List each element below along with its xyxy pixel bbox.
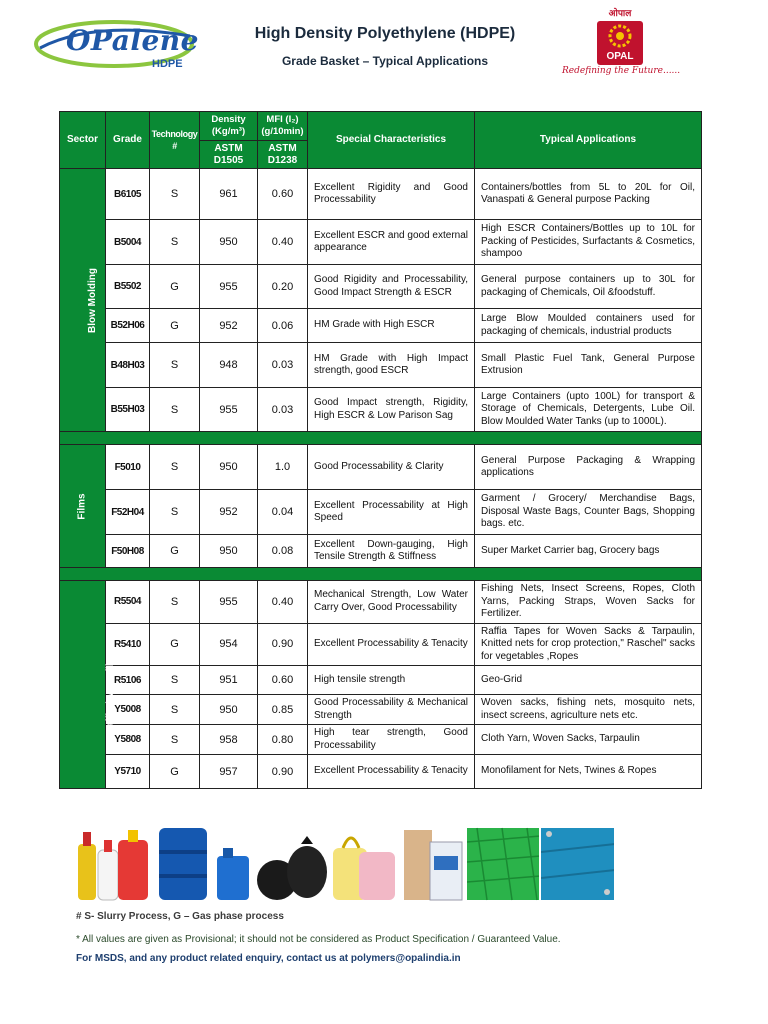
page-title: High Density Polyethylene (HDPE): [254, 25, 516, 42]
mfi-cell: 0.04: [258, 490, 308, 535]
mfi-cell: 0.60: [258, 666, 308, 695]
applications-cell: High ESCR Containers/Bottles up to 10L for Packing of Pesticides, Surfactants & Cosmetics, shampoo: [475, 220, 702, 265]
technology-cell: S: [150, 581, 200, 624]
sector-separator: [60, 432, 702, 445]
technology-cell: S: [150, 169, 200, 220]
grade-cell: B52H06: [106, 309, 150, 343]
grade-cell: Y5710: [106, 755, 150, 789]
density-cell: 948: [200, 343, 258, 388]
applications-cell: Fishing Nets, Insect Screens, Ropes, Cloth Yarns, Packing Straps, Woven Sacks for Fertilizer.: [475, 581, 702, 624]
density-cell: 950: [200, 535, 258, 568]
garbage-bags-image: [255, 822, 328, 904]
density-cell: 961: [200, 169, 258, 220]
density-cell: 954: [200, 623, 258, 666]
mfi-cell: 0.03: [258, 343, 308, 388]
special-characteristics-cell: Excellent ESCR and good external appearance: [308, 220, 475, 265]
carrier-bags-image: [329, 822, 398, 904]
header-density: Density (Kg/m³): [200, 112, 258, 141]
applications-cell: Large Blow Moulded containers used for packaging of chemicals, industrial products: [475, 309, 702, 343]
special-characteristics-cell: HM Grade with High Impact strength, good ESCR: [308, 343, 475, 388]
table-row: [60, 535, 702, 568]
grade-cell: F5010: [106, 445, 150, 490]
grade-cell: R5106: [106, 666, 150, 695]
gear-icon: [597, 21, 643, 51]
mfi-cell: 0.08: [258, 535, 308, 568]
woven-sacks-image: [400, 822, 465, 904]
page-subtitle: Grade Basket – Typical Applications: [281, 54, 489, 68]
applications-cell: Super Market Carrier bag, Grocery bags: [475, 535, 702, 568]
sector-label: Blow Molding: [87, 267, 98, 333]
technology-cell: S: [150, 388, 200, 432]
density-cell: 952: [200, 490, 258, 535]
table-row: [60, 755, 702, 789]
header-applications: Typical Applications: [475, 112, 702, 169]
opal-tagline: Redefining the Future......: [562, 66, 681, 76]
opalene-logo: [34, 14, 199, 72]
applications-cell: Cloth Yarn, Woven Sacks, Tarpaulin: [475, 725, 702, 755]
grade-cell: B55H03: [106, 388, 150, 432]
special-characteristics-cell: Excellent Processability & Tenacity: [308, 755, 475, 789]
mfi-cell: 0.20: [258, 265, 308, 309]
table-row: [60, 623, 702, 666]
table-row: [60, 343, 702, 388]
grade-cell: B5502: [106, 265, 150, 309]
grade-cell: B6105: [106, 169, 150, 220]
jerrycan-image: [213, 822, 252, 904]
table-row: [60, 666, 702, 695]
technology-cell: G: [150, 755, 200, 789]
header-technology: Technology #: [150, 112, 200, 169]
process-note: # S- Slurry Process, G – Gas phase process: [76, 911, 284, 922]
mfi-cell: 0.90: [258, 623, 308, 666]
header-mfi: MFI (I₂) (g/10min): [258, 112, 308, 141]
table-row: [60, 265, 702, 309]
density-cell: 950: [200, 695, 258, 725]
mfi-cell: 0.40: [258, 581, 308, 624]
sector-separator: [60, 568, 702, 581]
special-characteristics-cell: High tensile strength: [308, 666, 475, 695]
opal-badge: [597, 21, 643, 65]
drum-image: [153, 822, 212, 904]
mfi-cell: 0.80: [258, 725, 308, 755]
grade-cell: R5410: [106, 623, 150, 666]
header-special: Special Characteristics: [308, 112, 475, 169]
special-characteristics-cell: Good Rigidity and Processability, Good Impact Strength & ESCR: [308, 265, 475, 309]
density-cell: 955: [200, 265, 258, 309]
technology-cell: G: [150, 623, 200, 666]
special-characteristics-cell: Excellent Processability at High Speed: [308, 490, 475, 535]
sector-cell: [60, 581, 117, 789]
table-row: [60, 169, 702, 220]
applications-cell: Garment / Grocery/ Merchandise Bags, Disposal Waste Bags, Counter Bags, Shopping bags. etc.: [475, 490, 702, 535]
mfi-cell: 0.40: [258, 220, 308, 265]
sector-cell: [60, 445, 106, 568]
technology-cell: S: [150, 445, 200, 490]
sector-cell: [60, 169, 106, 432]
grade-cell: B5004: [106, 220, 150, 265]
grade-table: [59, 111, 702, 789]
technology-cell: S: [150, 490, 200, 535]
table-row: [60, 581, 702, 624]
grade-cell: Y5008: [106, 695, 150, 725]
technology-cell: S: [150, 220, 200, 265]
table-row: [60, 309, 702, 343]
mfi-cell: 0.06: [258, 309, 308, 343]
applications-cell: Containers/bottles from 5L to 20L for Oil, Vanaspati & General purpose Packing: [475, 169, 702, 220]
grade-cell: F52H04: [106, 490, 150, 535]
mfi-cell: 0.90: [258, 755, 308, 789]
technology-cell: G: [150, 309, 200, 343]
product-images: [74, 822, 614, 904]
table-row: [60, 490, 702, 535]
density-cell: 957: [200, 755, 258, 789]
applications-cell: Geo-Grid: [475, 666, 702, 695]
density-cell: 950: [200, 220, 258, 265]
special-characteristics-cell: Excellent Processability & Tenacity: [308, 623, 475, 666]
table-row: [60, 220, 702, 265]
technology-cell: S: [150, 666, 200, 695]
applications-cell: General Purpose Packaging & Wrapping applications: [475, 445, 702, 490]
header-grade: Grade: [106, 112, 150, 169]
sector-label: Films: [77, 492, 88, 520]
table-row: [60, 695, 702, 725]
applications-cell: Woven sacks, fishing nets, mosquito nets, insect screens, agriculture nets etc.: [475, 695, 702, 725]
grade-cell: F50H08: [106, 535, 150, 568]
applications-cell: Monofilament for Nets, Twines & Ropes: [475, 755, 702, 789]
mfi-cell: 0.03: [258, 388, 308, 432]
sector-label: Raffia / Monofilament: [105, 633, 117, 736]
technology-cell: S: [150, 343, 200, 388]
technology-cell: G: [150, 535, 200, 568]
opal-hindi-text: ओपाल: [608, 8, 632, 18]
special-characteristics-cell: Good Processability & Mechanical Strength: [308, 695, 475, 725]
table-body: [60, 169, 702, 789]
header-density-astm: ASTM D1505: [200, 141, 258, 169]
special-characteristics-cell: Excellent Down-gauging, High Tensile Strength & Stiffness: [308, 535, 475, 568]
special-characteristics-cell: High tear strength, Good Processability: [308, 725, 475, 755]
bottles-image: [74, 822, 151, 904]
table-row: [60, 725, 702, 755]
density-cell: 952: [200, 309, 258, 343]
technology-cell: S: [150, 695, 200, 725]
table-header: [60, 112, 702, 169]
tarpaulin-image: [541, 822, 614, 904]
technology-cell: S: [150, 725, 200, 755]
logo-sub: HDPE: [152, 58, 183, 70]
applications-cell: Large Containers (upto 100L) for transport & Storage of Chemicals, Detergents, Lube Oil. Blow Moulded Water Tanks (up to 1000L).: [475, 388, 702, 432]
special-characteristics-cell: Good Processability & Clarity: [308, 445, 475, 490]
applications-cell: General purpose containers up to 30L for packaging of Chemicals, Oil &foodstuff.: [475, 265, 702, 309]
density-cell: 958: [200, 725, 258, 755]
contact-note: For MSDS, and any product related enquiry, contact us at polymers@opalindia.in: [76, 953, 461, 964]
opal-name: OPAL: [606, 51, 634, 62]
mfi-cell: 0.85: [258, 695, 308, 725]
mfi-cell: 0.60: [258, 169, 308, 220]
logo-word: OPalene: [66, 24, 199, 57]
density-cell: 951: [200, 666, 258, 695]
technology-cell: G: [150, 265, 200, 309]
table-row: [60, 388, 702, 432]
table-row: [60, 445, 702, 490]
density-cell: 950: [200, 445, 258, 490]
grade-cell: B48H03: [106, 343, 150, 388]
opal-logo: [590, 6, 650, 65]
header-mfi-astm: ASTM D1238: [258, 141, 308, 169]
special-characteristics-cell: HM Grade with High ESCR: [308, 309, 475, 343]
density-cell: 955: [200, 581, 258, 624]
special-characteristics-cell: Mechanical Strength, Low Water Carry Over, Good Processability: [308, 581, 475, 624]
applications-cell: Small Plastic Fuel Tank, General Purpose Extrusion: [475, 343, 702, 388]
density-cell: 955: [200, 388, 258, 432]
grade-cell: Y5808: [106, 725, 150, 755]
mfi-cell: 1.0: [258, 445, 308, 490]
special-characteristics-cell: Excellent Rigidity and Good Processability: [308, 169, 475, 220]
provisional-note: * All values are given as Provisional; it should not be considered as Product Specification / Guaranteed Value.: [76, 934, 561, 945]
applications-cell: Raffia Tapes for Woven Sacks & Tarpaulin, Knitted nets for crop protection," Raschel" sacks for vegetables ,Ropes: [475, 623, 702, 666]
special-characteristics-cell: Good Impact strength, Rigidity, High ESCR & Low Parison Sag: [308, 388, 475, 432]
green-net-image: [467, 822, 540, 904]
header-sector: Sector: [60, 112, 106, 169]
grade-cell: R5504: [106, 581, 150, 624]
